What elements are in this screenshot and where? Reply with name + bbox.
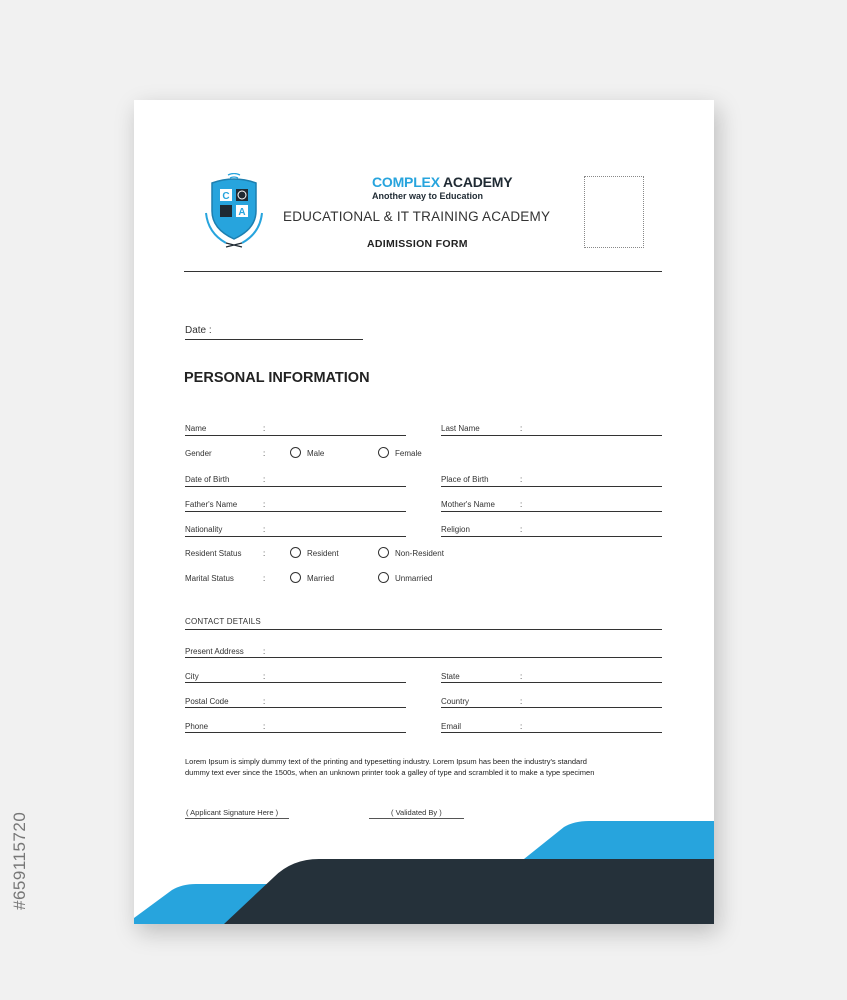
colon: : xyxy=(263,697,266,706)
colon: : xyxy=(520,722,523,731)
non-resident-radio[interactable] xyxy=(378,547,389,558)
colon: : xyxy=(263,549,266,558)
resident-status-label: Resident Status xyxy=(185,549,242,558)
name-label: Name xyxy=(185,424,207,433)
colon: : xyxy=(263,500,266,509)
brand-part2: ACADEMY xyxy=(443,174,513,190)
brand-part1: COMPLEX xyxy=(372,174,440,190)
colon: : xyxy=(263,424,266,433)
colon: : xyxy=(263,722,266,731)
state-label: State xyxy=(441,672,460,681)
dob-field[interactable] xyxy=(185,486,406,487)
pob-label: Place of Birth xyxy=(441,475,489,484)
last-name-label: Last Name xyxy=(441,424,480,433)
father-label: Father's Name xyxy=(185,500,238,509)
married-label: Married xyxy=(307,574,335,583)
email-field[interactable] xyxy=(441,732,662,733)
resident-label: Resident xyxy=(307,549,339,558)
colon: : xyxy=(263,525,266,534)
colon: : xyxy=(263,475,266,484)
email-label: Email xyxy=(441,722,462,731)
colon: : xyxy=(263,672,266,681)
colon: : xyxy=(263,574,266,583)
male-radio[interactable] xyxy=(290,447,301,458)
bottom-dark-shape xyxy=(224,859,714,924)
contact-divider xyxy=(185,629,662,630)
present-address-field[interactable] xyxy=(185,657,662,658)
last-name-field[interactable] xyxy=(441,435,662,436)
resident-radio[interactable] xyxy=(290,547,301,558)
nationality-field[interactable] xyxy=(185,536,406,537)
dob-label: Date of Birth xyxy=(185,475,230,484)
colon: : xyxy=(520,672,523,681)
disclaimer-line-2: dummy text ever since the 1500s, when an unknown printer took a galley of type and scrambled it to make a type specimen xyxy=(185,768,595,777)
married-radio[interactable] xyxy=(290,572,301,583)
validated-by-label: ( Validated By ) xyxy=(391,808,442,817)
date-field[interactable] xyxy=(185,339,363,340)
colon: : xyxy=(520,424,523,433)
academy-name: EDUCATIONAL & IT TRAINING ACADEMY xyxy=(283,209,551,224)
colon: : xyxy=(263,647,266,656)
phone-field[interactable] xyxy=(185,732,406,733)
nationality-label: Nationality xyxy=(185,525,223,534)
phone-label: Phone xyxy=(185,722,209,731)
date-label: Date : xyxy=(185,325,212,336)
female-label: Female xyxy=(395,449,422,458)
contact-details-title: CONTACT DETAILS xyxy=(185,617,261,626)
colon: : xyxy=(520,697,523,706)
religion-field[interactable] xyxy=(441,536,662,537)
gender-label: Gender xyxy=(185,449,212,458)
unmarried-radio[interactable] xyxy=(378,572,389,583)
postal-code-label: Postal Code xyxy=(185,697,229,706)
marital-status-label: Marital Status xyxy=(185,574,234,583)
applicant-signature-field[interactable] xyxy=(185,818,289,819)
bottom-right-blue-shape xyxy=(524,821,714,859)
section-title: PERSONAL INFORMATION xyxy=(184,370,370,386)
father-field[interactable] xyxy=(185,511,406,512)
mother-label: Mother's Name xyxy=(441,500,495,509)
colon: : xyxy=(520,475,523,484)
logo-letter-c: C xyxy=(222,191,230,202)
postal-code-field[interactable] xyxy=(185,707,406,708)
form-sheet xyxy=(134,100,714,924)
side-id-text: #659115720 xyxy=(10,811,29,910)
unmarried-label: Unmarried xyxy=(395,574,433,583)
non-resident-label: Non-Resident xyxy=(395,549,444,558)
colon: : xyxy=(520,525,523,534)
present-address-label: Present Address xyxy=(185,647,244,656)
colon: : xyxy=(520,500,523,509)
country-label: Country xyxy=(441,697,470,706)
name-field[interactable] xyxy=(185,435,406,436)
academy-logo-icon xyxy=(202,173,266,249)
applicant-signature-label: ( Applicant Signature Here ) xyxy=(186,808,279,817)
photo-box[interactable] xyxy=(584,176,644,248)
disclaimer-text xyxy=(185,756,655,778)
header-divider xyxy=(184,271,662,272)
state-field[interactable] xyxy=(441,682,662,683)
city-label: City xyxy=(185,672,199,681)
religion-label: Religion xyxy=(441,525,470,534)
form-title: ADIMISSION FORM xyxy=(367,238,468,250)
male-label: Male xyxy=(307,449,325,458)
validated-by-field[interactable] xyxy=(369,818,464,819)
mother-field[interactable] xyxy=(441,511,662,512)
brand-tagline: Another way to Education xyxy=(372,191,484,201)
female-radio[interactable] xyxy=(378,447,389,458)
country-field[interactable] xyxy=(441,707,662,708)
brand-name xyxy=(372,174,512,190)
pob-field[interactable] xyxy=(441,486,662,487)
colon: : xyxy=(263,449,266,458)
disclaimer-line-1: Lorem Ipsum is simply dummy text of the printing and typesetting industry. Lorem Ipsum has been the industry's standard xyxy=(185,757,587,766)
logo-letter-a: A xyxy=(238,207,246,218)
city-field[interactable] xyxy=(185,682,406,683)
